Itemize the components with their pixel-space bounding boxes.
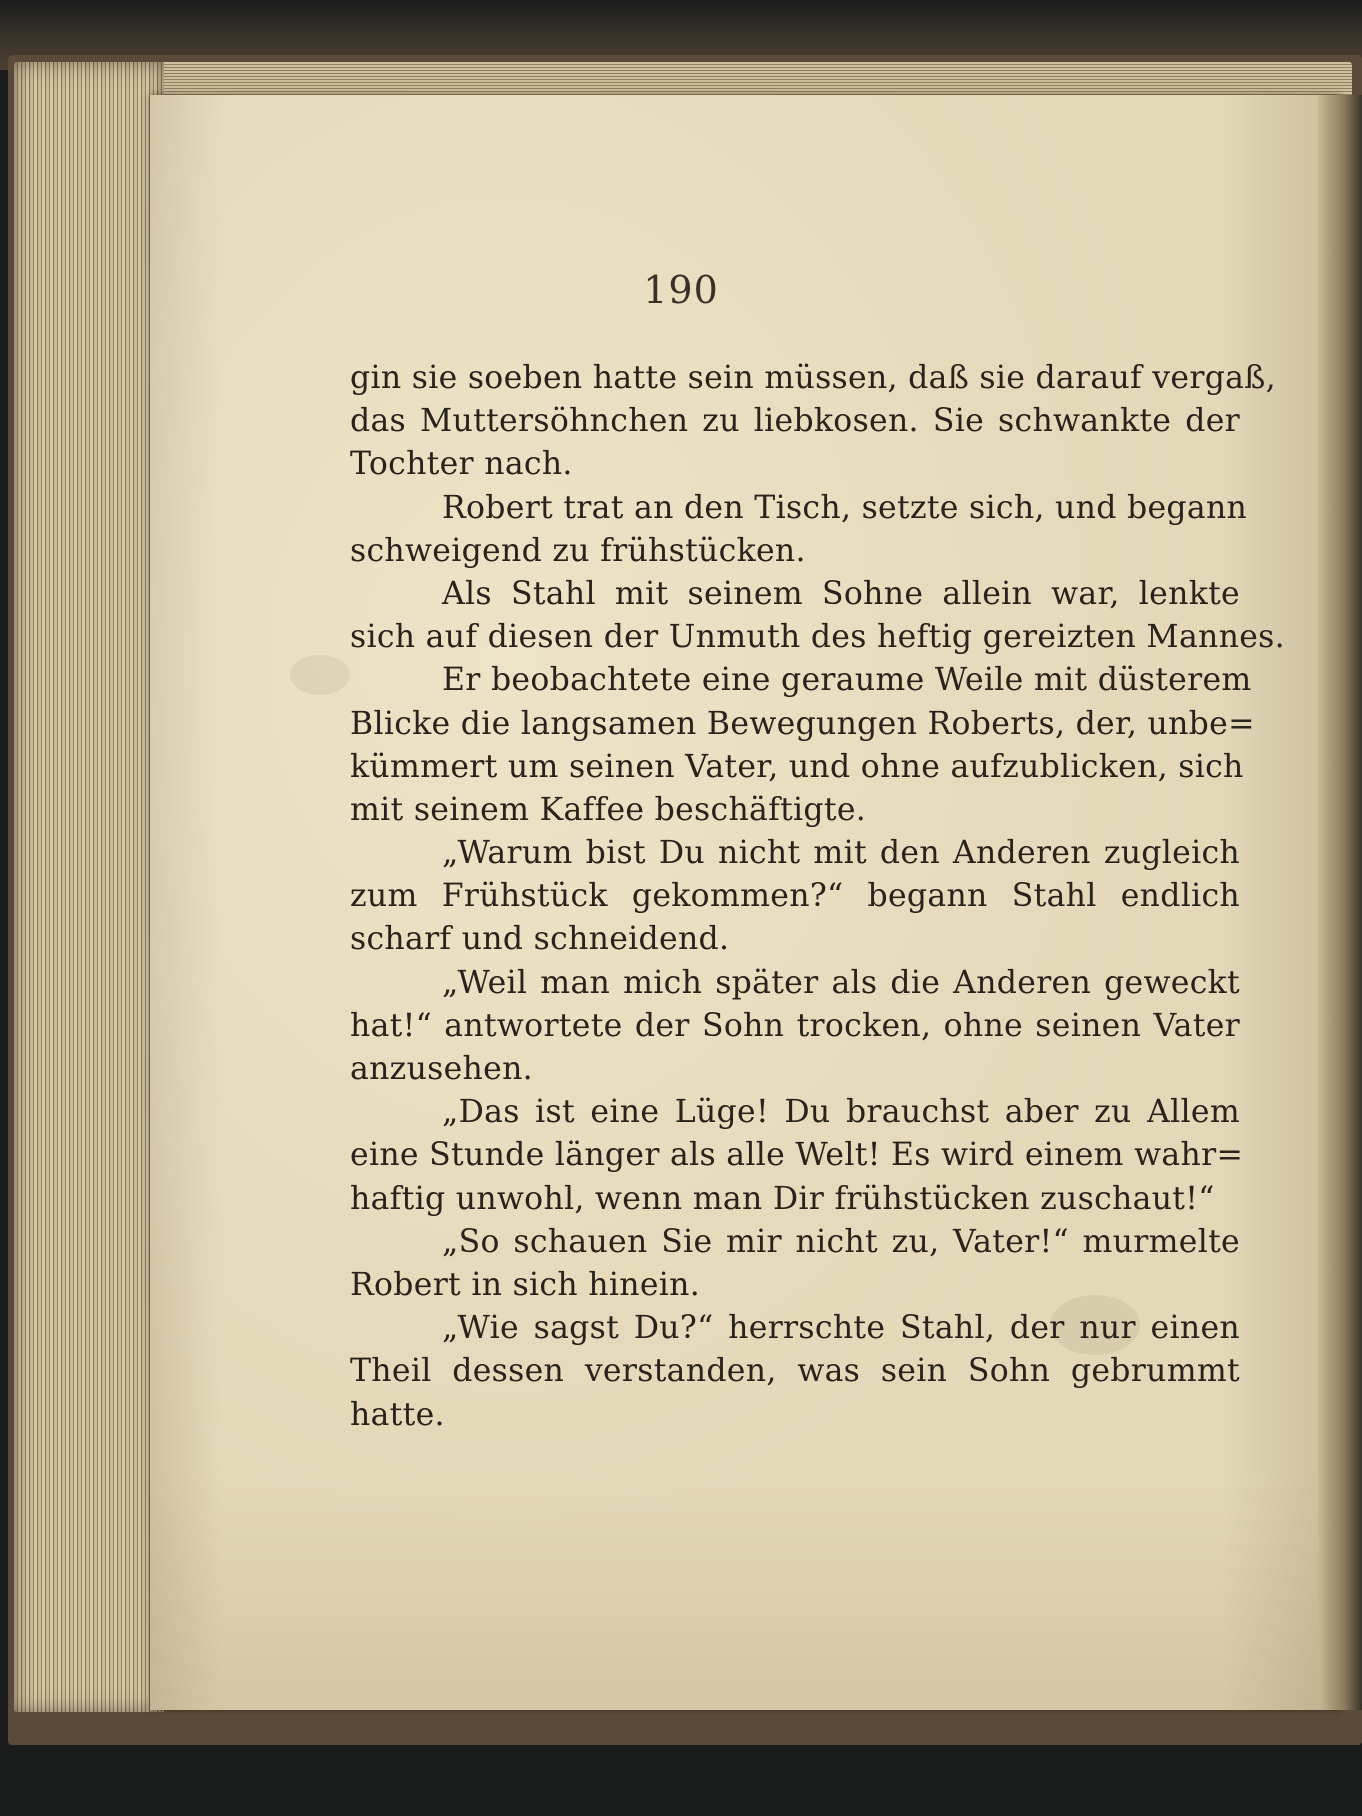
book-gutter	[1318, 95, 1362, 1710]
text-line: schweigend zu frühstücken.	[350, 532, 806, 569]
text-line: sich auf diesen der Unmuth des heftig gereizten Mannes.	[350, 619, 1285, 656]
text-line: Robert trat an den Tisch, setzte sich, und begann	[442, 489, 1248, 526]
text-line: „Wie sagst Du?“ herrschte Stahl, der nur einen	[442, 1310, 1240, 1347]
text-line: zum Frühstück gekommen?“ begann Stahl endlich	[350, 878, 1240, 915]
paper-stain	[290, 655, 350, 695]
text-line: anzusehen.	[350, 1051, 533, 1087]
text-line: mit seinem Kaffee beschäftigte.	[350, 791, 867, 828]
text-line: Robert in sich hinein.	[350, 1266, 701, 1303]
text-line: Theil dessen verstanden, was sein Sohn gebrummt	[350, 1353, 1240, 1390]
text-line: Tochter nach.	[350, 446, 573, 483]
text-line: eine Stunde länger als alle Welt! Es wird einem wahr=	[350, 1137, 1244, 1174]
text-line: Als Stahl mit seinem Sohne allein war, lenkte	[442, 575, 1240, 612]
page-number: 190	[643, 268, 719, 312]
text-line: „Das ist eine Lüge! Du brauchst aber zu Allem	[442, 1094, 1240, 1131]
text-line: scharf und schneidend.	[350, 921, 730, 958]
text-line: kümmert um seinen Vater, und ohne aufzublicken, sich	[350, 748, 1244, 785]
text-line: „Warum bist Du nicht mit den Anderen zugleich	[442, 835, 1240, 872]
text-line: Blicke die langsamen Bewegungen Roberts, der, unbe=	[350, 705, 1255, 742]
text-line: haftig unwohl, wenn man Dir frühstücken zuschaut!“	[350, 1180, 1215, 1217]
text-line: hat!“ antwortete der Sohn trocken, ohne seinen Vater	[350, 1007, 1240, 1044]
text-line: gin sie soeben hatte sein müssen, daß sie darauf vergaß,	[350, 360, 1276, 396]
text-line: „Weil man mich später als die Anderen geweckt	[442, 964, 1240, 1001]
page-text	[350, 357, 1285, 1437]
text-line: hatte.	[350, 1396, 445, 1433]
text-line: „So schauen Sie mir nicht zu, Vater!“ murmelte	[442, 1223, 1240, 1260]
text-line: das Muttersöhnchen zu liebkosen. Sie schwankte der	[350, 403, 1240, 440]
text-line: Er beobachtete eine geraume Weile mit düsterem	[442, 662, 1252, 699]
